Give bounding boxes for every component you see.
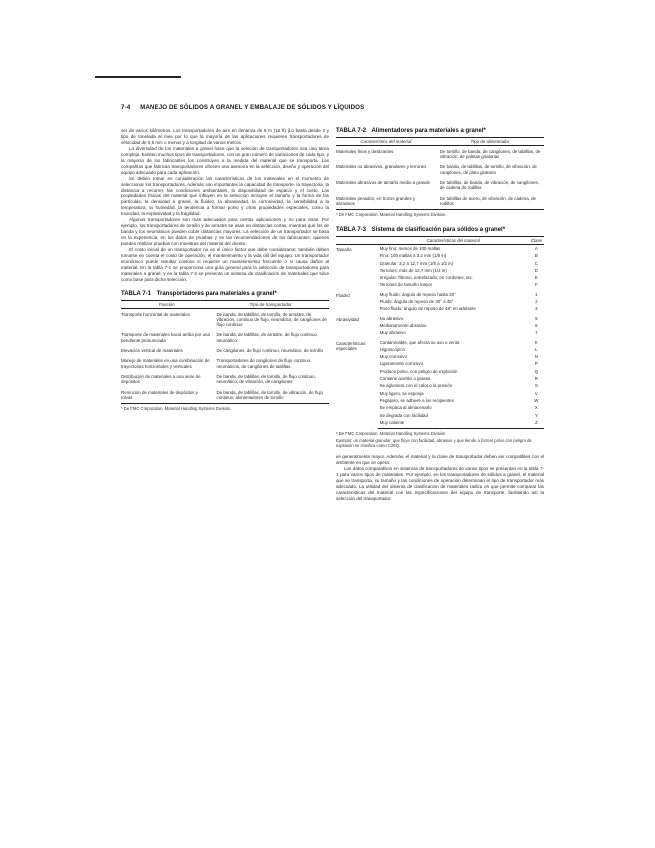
paragraph: es generalmente mayor. Además, el material y la clase de transportador deben ser compatibles con el ambiente en que se opera. [336, 454, 544, 466]
table-cell: De tablillas, de banda, de vibración, de cangilones, de cadena de rodillos [439, 179, 539, 191]
table-cell: De banda, de tablillas, de tornillo, de arrastre, de vibración, continuo de flujo, neumático, de cangilones de flujo continuo [216, 311, 327, 328]
table-cell: De cangilones, de flujo continuo, neumático, de tornillo [216, 348, 323, 354]
table-header-row [121, 300, 329, 308]
table-row [121, 330, 329, 346]
table-cell: Contaminable, que afecta su uso o venta [379, 339, 460, 345]
classification-table [336, 236, 544, 429]
paragraph: La diversidad de los materiales a granel hace que la seleción de transportadores sea una tarea compleja. Existen muchos tipos de transportadores, con un gran número de variaciones de cada tipo, y la mayoría de los fabricantes los construyen a la medida del material que se transporta. Las compañías que fabrican transportadores ofrecen una asesoría en la selección, diseño y operación del equipo adecuado para cada aplicación. [121, 145, 329, 175]
class-code: A [534, 245, 538, 251]
table-number: TABLA 7-1 [121, 290, 151, 297]
table-cell: Muy fluido: ángulo de reposo hasta 30° [379, 291, 456, 297]
class-code: Y [534, 412, 538, 418]
paragraph: ser de varios kilómetros. Los transportadores de aire en llenanza de 5 m (16 ft) [Lo basta desde 2 y tipo de tonelada al mes por lo que la mayoría de las aplicaciones requieren transportadores de velocidad de 0,5 m/s o menos y a longitud de varios metros. [121, 128, 329, 145]
table-caption: Sistema de clasificación para sólidos a granel* [371, 226, 506, 233]
table-title [336, 128, 544, 134]
column-header: Tipo de alimentador [436, 138, 544, 146]
column-header: Característica del material [336, 138, 436, 146]
table-cell: Se degrada con facilidad [379, 412, 428, 418]
table-row [336, 339, 544, 346]
column-header-blank [336, 236, 378, 244]
table-number: TABLA 7-3 [336, 226, 366, 233]
group-label: Abrasividad [336, 317, 359, 323]
table-cell: Pegajoso, se adhiere a los recipientes [379, 397, 454, 403]
table-example-note: Ejemplo: un material granular, que fluye con facilidad, abrasivo y que tiende a formar polvo con peligro de explosión se clasifica como C26Q. [336, 438, 532, 449]
class-code: B [534, 253, 538, 259]
column-header: Características del material [378, 236, 529, 244]
table-cell: Irregular: fibroso, entrelazado, en cordones, etc. [379, 275, 474, 281]
paragraph: Los datos comparativos en sistemas de transportadores de varios tipos se presentan en la tabla 7-1 para varios tipos de materiales. Por ejemplo, en los transportadores de sólidos a granel, el material que se transporta, su tamaño y las condiciones de operación determinan el tipo de transportador más adecuado. La utilidad del sistema de clasificación de materiales radica en que permite comparar las características del material con las especificaciones del equipo de transporte, facilitando así la selección del transportador. [336, 466, 544, 501]
table-cell: Transportadores de cangilones de flujo continuo, neumáticos, de cangilones de tablillas [216, 358, 312, 369]
table-7-2 [336, 128, 544, 217]
table-cell: Distribución de materiales a una serie de depósitos [121, 373, 201, 385]
group-label: Características especiales [336, 341, 366, 352]
header-rule [95, 76, 181, 78]
conveyors-table [121, 300, 329, 404]
class-code: 1 [535, 291, 538, 297]
table-header-row [336, 236, 544, 244]
table-row [336, 244, 544, 252]
class-code: W [534, 397, 539, 403]
group-label: Tamaño [336, 247, 352, 253]
table-cell: De banda, de tablillas, de tornillo, de vibración, de flujo continuo, alimentadores de tornillo [213, 387, 329, 403]
class-code: 2 [535, 299, 538, 305]
table-cell: De tablillas de acero, de vibración, de cadena, de rodillos [436, 193, 544, 209]
table-cell: Muy fino: menos de 100 mallas [379, 245, 441, 251]
page-number: 7-4 [121, 104, 131, 111]
class-code: 6 [535, 322, 538, 328]
paragraph: Se deben tomar en consideración las características de los materiales en el momento de seleccionar los transportadores. Además son importantes la capacidad de transporte, la trayectoria, la distancia a recorrer, las condiciones ambientales, la disponibilidad de espacio y el costo. Las propiedades físicas del material que influyen en la selección incluyen el tamaño y la forma de las partículas, la densidad a granel, la fluidez, la abrasividad, la corrosividad, la sensibilidad a la temperatura, la humedad, la tendencia a formar polvo y otras propiedades especiales, como la toxicidad, la explosividad y la fragilidad. [121, 175, 329, 217]
class-code: S [534, 383, 538, 389]
table-cell: Fino: 100 mallas a 3,2 mm (1/8 in) [379, 253, 447, 259]
table-title [336, 227, 544, 233]
table-cell: Terrones: más de 12,7 mm (1/2 in) [379, 267, 447, 273]
table-cell: Fluido: ángulo de reposo de 30° a 45° [379, 299, 454, 305]
table-cell: De banda, de tablillas, de tornillo, de vibración, de cangilones, de plato giratorio [439, 164, 537, 175]
table-row [336, 315, 544, 322]
table-header-row [336, 138, 544, 146]
table-cell: Granular: 3,2 a 12,7 mm (1/8 a 1/2 in) [379, 260, 454, 266]
class-code: Z [529, 419, 544, 429]
table-cell: Elevación vertical de materiales [121, 348, 183, 354]
table-cell: Materiales finos y deslizantes [336, 148, 394, 154]
table-row [121, 387, 329, 403]
table-row [336, 162, 544, 178]
running-header [121, 104, 364, 111]
table-cell: Ligeramente corrosivo [379, 361, 424, 367]
left-body-text [121, 128, 329, 283]
table-row [336, 177, 544, 193]
table-cell: Muy abrasivo [379, 330, 406, 336]
table-cell: Poco fluido: ángulo de reposo de 45° en adelante [379, 306, 476, 312]
table-cell: Muy ligero, se esponja [379, 390, 424, 396]
table-cell: Se aglomera con el calor o la presión [379, 383, 453, 389]
table-cell: Materiales abrasivos de tamaño medio a grande [336, 179, 430, 185]
table-cell: Se empaca al almacenarlo [379, 405, 432, 411]
table-cell: No abrasivo [379, 315, 404, 321]
class-code: P [534, 361, 538, 367]
table-row [121, 309, 329, 330]
table-row [121, 356, 329, 372]
class-code: X [534, 405, 538, 411]
table-caption: Alimentadores para materiales a granel* [371, 128, 486, 134]
left-column [121, 128, 329, 411]
feeders-table [336, 137, 544, 210]
table-row [121, 346, 329, 356]
group-label: Fluidez [336, 293, 351, 299]
table-cell: Transporte horizontal de materiales [121, 311, 190, 317]
table-cell: Contiene aceites o grasas [379, 376, 431, 382]
table-row [336, 146, 544, 162]
table-cell: De banda, de tablillas, de arrastre, de flujo continuo, neumático [216, 332, 319, 343]
class-code: Q [534, 368, 539, 374]
class-code: R [534, 376, 538, 382]
table-cell: Manejo de materiales en una combinación de trayectorias horizontales y verticales [121, 358, 210, 369]
table-cell: Higroscópico [379, 346, 405, 352]
table-cell: De tornillo, de banda, de cangilones, de tablillas, de vibración, de paletas giratorias [439, 148, 541, 160]
table-footnote: * De FMC Corporation, Material Handling Systems Division. [121, 405, 232, 411]
table-cell: Materiales no abrasivos, granulares y terrones [336, 164, 427, 170]
class-code: 7 [535, 330, 538, 336]
table-7-3 [336, 227, 544, 448]
table-row [121, 371, 329, 387]
table-footnote: * De FMC Corporation, Material Handling Systems Division. [336, 211, 447, 217]
right-column [336, 128, 544, 502]
table-cell: Produce polvo, con peligro de explosión [379, 368, 458, 374]
class-code: 3 [535, 306, 538, 312]
class-code: E [534, 275, 538, 281]
table-cell: Transporte de materiales hacia arriba por una pendiente pronunciada [121, 332, 210, 343]
class-code: N [534, 354, 538, 360]
column-header: Tipo de transportador [213, 300, 329, 308]
table-cell: Muy corrosivo [379, 354, 407, 360]
class-code: L [535, 346, 538, 352]
table-cell: Remoción de materiales de depósitos y tolvas [121, 387, 213, 403]
class-code: C [534, 260, 538, 266]
class-code: K [534, 339, 538, 345]
class-code: 5 [535, 315, 538, 321]
paragraph: El costo inicial de un transportador no es el único factor que debe considerarse; también deben tomarse en cuenta el costo de operación, el mantenimiento y la vida útil del equipo. Un transportador económico puede resultar costoso si requiere un mantenimiento frecuente o si causa daños al material. En la tabla 7-1 se proporciona una guía general para la selección de transportadores para materiales a granel, y en la tabla 7-3 se presenta un sistema de clasificación de materiales que sirve como base para dicha selección. [121, 247, 329, 282]
table-7-1 [121, 291, 329, 411]
table-cell: Medianamente abrasivo [379, 322, 427, 328]
chapter-title: MANEJO DE SÓLIDOS A GRANEL Y EMBALAJE DE SÓLIDOS Y LÍQUIDOS [140, 104, 365, 111]
class-code: V [534, 390, 538, 396]
table-number: TABLA 7-2 [336, 128, 366, 134]
paragraph: Algunos transportadores son más adecuados para ciertas aplicaciones y no para otras. Por ejemplo, los transportadores de tornillo y de arrastre se usan en distancias cortas, mientras que los de banda y los neumáticos pueden cubrir distancias mayores. La selección de un transportador se basa en la experiencia, en los datos de pruebas y en las recomendaciones de los fabricantes, quienes pueden realizar pruebas con muestras del material del cliente. [121, 217, 329, 247]
column-header: Clase [530, 237, 542, 243]
right-body-text [336, 454, 544, 502]
table-cell: Materiales pesados, en trozos grandes y abrasivos [336, 193, 436, 209]
table-cell: De banda, de tablillas, de tornillo, de flujo continuo, neumático, de vibración, de cangilones [216, 373, 316, 385]
table-row [336, 291, 544, 298]
table-title [121, 291, 329, 297]
column-header: Función [121, 300, 213, 308]
table-row [336, 193, 544, 209]
class-code: D [534, 267, 538, 273]
table-cell: Terrones de tamaño mayor [379, 282, 433, 288]
table-cell: Muy caliente [378, 419, 529, 429]
table-caption: Transportadores para materiales a granel* [156, 290, 277, 297]
table-footnote: * De FMC Corporation, Material Handling Systems Division. [336, 431, 447, 437]
class-code: F [535, 282, 538, 288]
